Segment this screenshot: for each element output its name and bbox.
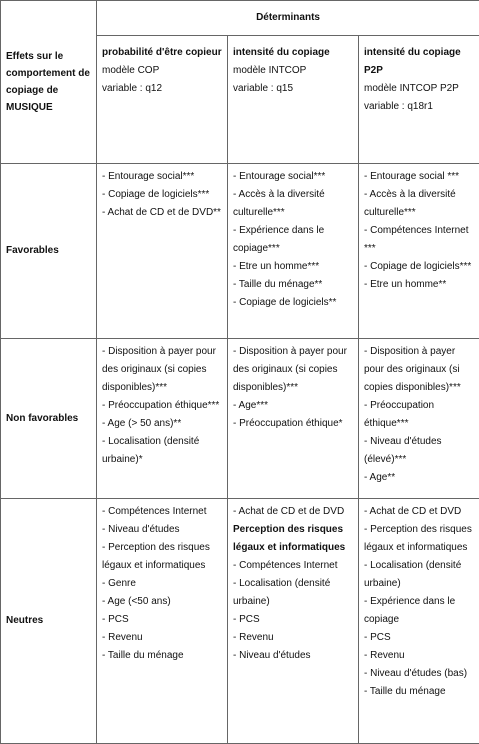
list-item: Perception des risques légaux et informatiques	[233, 524, 346, 553]
column-header-cop	[97, 36, 228, 164]
list-item: - Age**	[364, 472, 396, 483]
cell-non-favorables-cop	[97, 339, 228, 499]
list-item: - Genre	[102, 578, 136, 589]
list-item: - Taille du ménage**	[233, 279, 323, 290]
cell-neutres-intcop	[228, 499, 359, 744]
cell-neutres-cop	[97, 499, 228, 744]
list-item: - Accès à la diversité culturelle***	[364, 189, 456, 218]
list-item: - Localisation (densité urbaine)	[364, 560, 462, 589]
list-item: - Préoccupation éthique*	[233, 418, 343, 429]
list-item: - Accès à la diversité culturelle***	[233, 189, 325, 218]
column-title: intensité du copiage P2P	[364, 47, 461, 76]
column-header-intcop	[228, 36, 359, 164]
list-item: - Revenu	[364, 650, 405, 661]
list-item: - Etre un homme**	[364, 279, 447, 290]
list-item: - Localisation (densité urbaine)*	[102, 436, 200, 465]
list-item: - Achat de CD et DVD	[364, 506, 462, 517]
list-item: - PCS	[233, 614, 260, 625]
list-item: - Niveau d'études (bas)	[364, 668, 468, 679]
column-model: modèle COP	[102, 65, 160, 76]
column-variable: variable : q18r1	[364, 101, 433, 112]
list-item: - Taille du ménage	[102, 650, 184, 661]
column-variable: variable : q15	[233, 83, 294, 94]
list-item: - Préoccupation éthique***	[364, 400, 435, 429]
list-item: - Revenu	[102, 632, 143, 643]
list-item: - Localisation (densité urbaine)	[233, 578, 331, 607]
list-item: - Copiage de logiciels***	[102, 189, 210, 200]
row-label-neutres: Neutres	[1, 499, 97, 744]
list-item: - Compétences Internet	[233, 560, 338, 571]
cell-favorables-cop	[97, 164, 228, 339]
list-item: - Expérience dans le copiage***	[233, 225, 325, 254]
list-item: - Entourage social ***	[364, 171, 460, 182]
cell-favorables-intcop	[228, 164, 359, 339]
determinants-header: Déterminants	[97, 1, 479, 36]
column-title: intensité du copiage	[233, 47, 330, 58]
row-favorables	[1, 164, 479, 339]
list-item: - Taille du ménage	[364, 686, 446, 697]
row-neutres	[1, 499, 479, 744]
column-variable: variable : q12	[102, 83, 163, 94]
row-label-non-favorables: Non favorables	[1, 339, 97, 499]
column-header-intcop-p2p	[359, 36, 479, 164]
column-model: modèle INTCOP	[233, 65, 307, 76]
cell-neutres-intcop-p2p	[359, 499, 479, 744]
cell-non-favorables-intcop	[228, 339, 359, 499]
list-item: - PCS	[102, 614, 129, 625]
list-item: - Compétences Internet ***	[364, 225, 469, 254]
list-item: - PCS	[364, 632, 391, 643]
list-item: - Copiage de logiciels**	[233, 297, 337, 308]
list-item: - Age (> 50 ans)**	[102, 418, 182, 429]
list-item: - Perception des risques légaux et informatiques	[102, 542, 210, 571]
list-item: - Compétences Internet	[102, 506, 207, 517]
row-label-favorables: Favorables	[1, 164, 97, 339]
list-item: - Expérience dans le copiage	[364, 596, 456, 625]
list-item: - Perception des risques légaux et informatiques	[364, 524, 472, 553]
list-item: - Entourage social***	[233, 171, 326, 182]
list-item: - Disposition à payer pour des originaux (si copies disponibles)***	[233, 346, 347, 393]
column-title: probabilité d'être copieur	[102, 47, 222, 58]
list-item: - Copiage de logiciels***	[364, 261, 472, 272]
list-item: - Achat de CD et de DVD**	[102, 207, 221, 218]
cell-favorables-intcop-p2p	[359, 164, 479, 339]
list-item: - Niveau d'études (élevé)***	[364, 436, 442, 465]
list-item: - Etre un homme***	[233, 261, 320, 272]
cell-non-favorables-intcop-p2p	[359, 339, 479, 499]
list-item: - Niveau d'études	[102, 524, 180, 535]
corner-label: Effets sur le comportement de copiage de MUSIQUE	[1, 1, 97, 164]
list-item: - Age***	[233, 400, 269, 411]
list-item: - Revenu	[233, 632, 274, 643]
list-item: - Disposition à payer pour des originaux (si copies disponibles)***	[102, 346, 216, 393]
list-item: - Age (<50 ans)	[102, 596, 171, 607]
column-model: modèle INTCOP P2P	[364, 83, 459, 94]
list-item: - Entourage social***	[102, 171, 195, 182]
list-item: - Niveau d'études	[233, 650, 311, 661]
row-non-favorables	[1, 339, 479, 499]
list-item: - Disposition à payer pour des originaux (si copies disponibles)***	[364, 346, 461, 393]
list-item: - Achat de CD et de DVD	[233, 506, 345, 517]
list-item: - Préoccupation éthique***	[102, 400, 220, 411]
